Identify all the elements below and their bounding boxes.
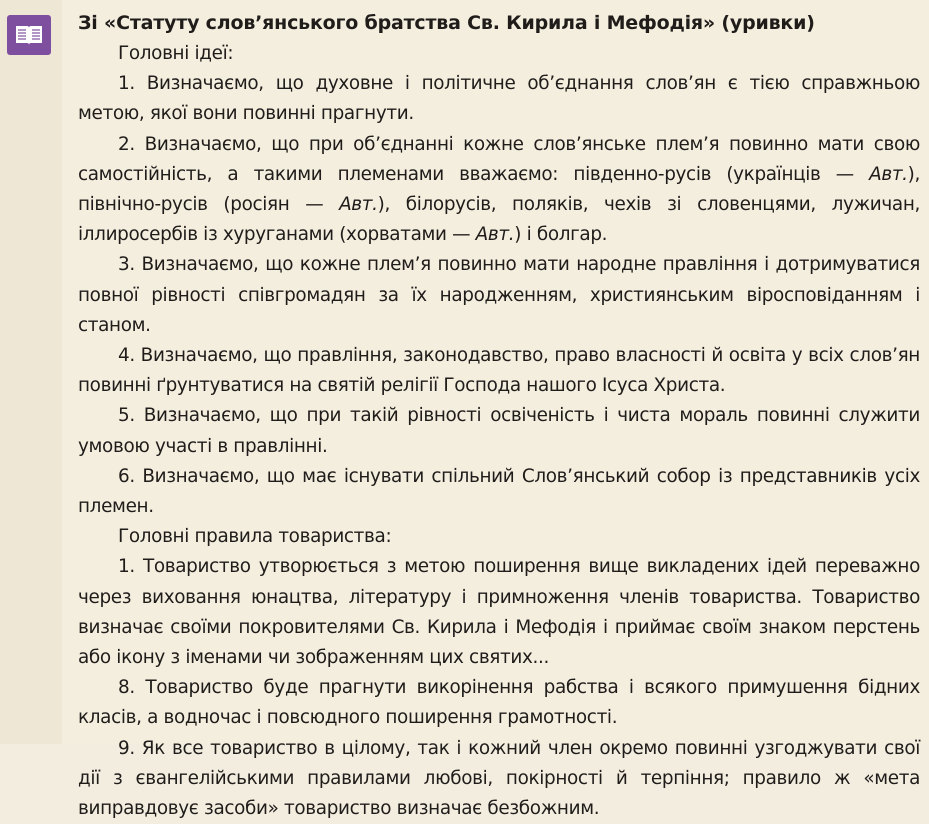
idea-2-text-a: 2. Визначаємо, що при об’єднанні кожне слов’янське плем’я повинно мати свою самостійність, а такими племенами вважаємо: південно-русів (українців — xyxy=(78,133,920,185)
abbr-author-1: Авт. xyxy=(869,163,908,185)
book-icon xyxy=(7,15,51,55)
open-book-icon xyxy=(14,23,44,47)
idea-paragraph-4: 4. Визначаємо, що правління, законодавство, право власності й освіта у всіх слов’ян повинні ґрунтуватися на святій релігії Господа нашого Ісуса Христа. xyxy=(78,345,920,397)
document-body xyxy=(78,39,920,824)
document-content xyxy=(78,9,920,824)
side-margin xyxy=(0,0,62,744)
abbr-author-3: Авт. xyxy=(475,224,515,246)
abbr-author-2: Авт. xyxy=(339,194,378,216)
idea-2-text-b: ), північно-русів (росіян — xyxy=(78,163,920,216)
document-title: Зі «Статуту слов’янського братства Св. Кирила і Мефодія» (уривки) xyxy=(78,12,815,34)
section-label-rules: Головні правила товариства: xyxy=(118,526,392,548)
idea-paragraph-3: 3. Визначаємо, що кожне плем’я повинно мати народне правління і дотримуватися повної рівності співгромадян за їх народженням, християнським віросповіданням і станом. xyxy=(78,254,920,336)
idea-paragraph-2 xyxy=(78,130,920,251)
section-label-ideas: Головні ідеї: xyxy=(118,43,234,64)
idea-2-text-d: ) і болгар. xyxy=(514,224,608,246)
idea-2-text-c: ), білорусів, поляків, чехів зі словенцями, лужичан, іллиросербів із хуруганами (хорватами — xyxy=(78,194,920,246)
idea-paragraph-6: 6. Визначаємо, що має існувати спільний Слов’янський собор із представників усіх племен. xyxy=(78,465,920,518)
idea-paragraph-1: 1. Визначаємо, що духовне і політичне об’єднання слов’ян є тією справжньою метою, якої вони повинні прагнути. xyxy=(78,73,920,125)
rule-paragraph-9: 9. Як все товариство в цілому, так і кожний член окремо повинні узгоджувати свої дії з євангелійськими правилами любові, покірності й терпіння; правило ж «мета виправдовує засоби» товариство визначає безбожним. xyxy=(78,737,920,820)
rule-paragraph-8: 8. Товариство буде прагнути викорінення рабства і всякого примушення бідних класів, а водночас і повсюдного поширення грамотності. xyxy=(78,677,920,729)
idea-paragraph-5: 5. Визначаємо, що при такій рівності освіченість і чиста мораль повинні служити умовою участі в правлінні. xyxy=(78,405,920,457)
rule-paragraph-1: 1. Товариство утворюється з метою поширення вище викладених ідей переважно через виховання юнацтва, літературу і примноження членів товариства. Товариство визначає своїми покровителями Св. Кирила і Мефодія і приймає своїм знаком перстень або ікону з іменами чи зображенням цих святих... xyxy=(78,556,920,669)
